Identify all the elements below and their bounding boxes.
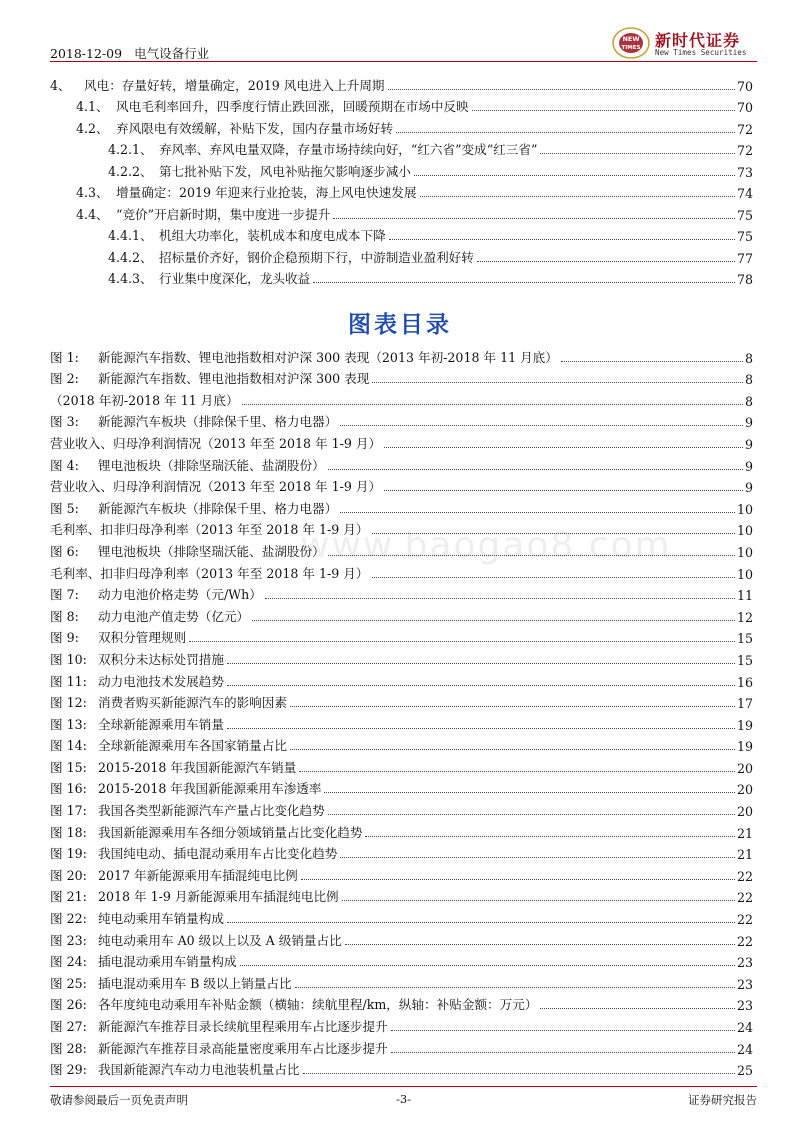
figure-number: 图 7: (50, 587, 79, 603)
dot-leader (240, 965, 735, 966)
figure-number: 图 3: (50, 414, 79, 430)
logo-en-name: New Times Securities (655, 48, 747, 57)
toc-number: 4.4.2、 (108, 249, 153, 265)
figure-title: 新能源汽车指数、锂电池指数相对沪深 300 表现 (98, 371, 370, 387)
figure-number: 图 18: (50, 824, 87, 840)
figure-title: 纯电动乘用车 A0 级以上以及 A 级销量占比 (98, 932, 342, 948)
dot-leader (345, 944, 735, 945)
figure-page: 8 (744, 393, 753, 409)
dot-leader (472, 110, 735, 111)
toc-number: 4.3、 (76, 185, 109, 200)
figure-entry-continuation[interactable] (50, 387, 753, 409)
toc-page: 77 (736, 250, 753, 266)
figure-entry[interactable] (50, 1013, 753, 1035)
figure-number: 图 10: (50, 651, 87, 667)
dot-leader (333, 218, 735, 219)
svg-text:NEW: NEW (622, 35, 640, 43)
figure-page: 22 (736, 912, 753, 928)
figure-title: 锂电池板块（排除坚瑞沃能、盐湖股份） (98, 543, 325, 559)
toc-page: 75 (736, 229, 753, 244)
figure-entry[interactable] (50, 366, 753, 388)
figure-entry[interactable] (50, 495, 753, 517)
figure-page: 23 (736, 976, 753, 992)
toc-page: 73 (736, 164, 753, 180)
figure-title: 营业收入、归母净利润情况（2013 年至 2018 年 1-9 月） (50, 479, 382, 495)
dot-leader (384, 490, 743, 491)
dot-leader (391, 1052, 735, 1053)
dot-leader (290, 749, 735, 750)
figure-page: 17 (736, 696, 753, 712)
toc-page: 72 (736, 121, 753, 137)
figure-page: 11 (736, 588, 753, 604)
dot-leader (391, 1030, 735, 1031)
toc-number: 4.4.3、 (108, 271, 153, 286)
figure-number: 图 9: (50, 630, 79, 646)
logo-cn-name: 新时代证券 (655, 31, 741, 50)
figure-number: 图 11: (50, 673, 87, 689)
figure-title: 消费者购买新能源汽车的影响因素 (98, 695, 287, 711)
figure-title: 毛利率、扣非归母净利率（2013 年至 2018 年 1-9 月） (50, 565, 369, 581)
dot-leader (372, 382, 743, 383)
figure-number: 图 8: (50, 608, 79, 624)
toc-title: 第七批补贴下发，风电补贴拖欠影响逐步减小 (159, 163, 411, 179)
figure-number: 图 27: (50, 1019, 87, 1034)
figure-title: 新能源汽车推荐目录高能量密度乘用车占比逐步提升 (98, 1040, 388, 1056)
figure-number: 图 21: (50, 889, 87, 905)
figure-entry-continuation[interactable] (50, 430, 753, 452)
disclaimer-note: 敬请参阅最后一页免责声明 (50, 1093, 188, 1107)
figure-page: 20 (736, 804, 753, 820)
toc-page: 70 (736, 78, 753, 94)
toc-title: 弃风率、弃风电量双降，存量市场持续向好，“红六省”变成“红三省” (159, 142, 538, 157)
figure-entry[interactable] (50, 797, 753, 819)
figure-number: 图 22: (50, 911, 87, 927)
toc-page: 74 (736, 186, 753, 201)
figure-number: 图 20: (50, 867, 87, 883)
figure-title: 锂电池板块（排除坚瑞沃能、盐湖股份） (98, 457, 325, 473)
page-footer (50, 1086, 757, 1107)
figure-title: 新能源汽车推荐目录长续航里程乘用车占比逐步提升 (98, 1019, 388, 1034)
figure-title: 我国各类型新能源汽车产量占比变化趋势 (98, 803, 325, 819)
toc-number: 4.2.2、 (108, 163, 153, 179)
figure-entry[interactable] (50, 668, 753, 690)
dot-leader (265, 598, 735, 599)
dot-leader (389, 239, 735, 240)
toc-entry[interactable] (50, 158, 753, 180)
figure-page: 24 (736, 1020, 753, 1035)
figure-page: 12 (736, 609, 753, 625)
figure-page: 23 (736, 955, 753, 971)
toc-title: “竞价”开启新时期，集中度进一步提升 (116, 206, 331, 222)
figure-entry[interactable] (50, 927, 753, 949)
dot-leader (189, 641, 735, 642)
toc-page: 75 (736, 207, 753, 223)
header-meta (50, 44, 217, 62)
figure-number: 图 16: (50, 781, 87, 797)
dot-leader (301, 879, 735, 880)
toc-number: 4.4、 (76, 206, 109, 222)
industry-name: 电气设备行业 (134, 46, 210, 61)
toc-title: 招标量价齐好，钢价企稳预期下行，中游制造业盈利好转 (159, 249, 474, 265)
figure-page: 9 (744, 436, 753, 452)
figures-list (50, 344, 753, 1078)
figure-number: 图 12: (50, 695, 87, 711)
figure-page: 9 (744, 458, 753, 474)
dot-leader (340, 425, 743, 426)
figure-entry[interactable] (50, 776, 753, 798)
figure-entry[interactable] (50, 409, 753, 431)
figure-entry[interactable] (50, 711, 753, 733)
figures-list-title: 图表目录 (348, 312, 452, 338)
toc-number: 4.1、 (76, 99, 109, 114)
dot-leader (328, 814, 735, 815)
toc-entry[interactable] (50, 223, 753, 245)
report-type: 证券研究报告 (688, 1093, 757, 1107)
figure-number: 图 26: (50, 997, 87, 1013)
figure-title: 我国新能源乘用车各细分领域销量占比变化趋势 (98, 824, 363, 840)
figure-page: 24 (736, 1041, 753, 1057)
dot-leader (365, 836, 735, 837)
figure-entry[interactable] (50, 538, 753, 560)
figure-entry[interactable] (50, 1057, 753, 1079)
dot-leader (328, 469, 743, 470)
figure-page: 15 (736, 652, 753, 668)
toc-entry[interactable] (50, 137, 753, 159)
figure-page: 19 (736, 717, 753, 733)
figure-page: 9 (744, 415, 753, 431)
figure-title: 纯电动乘用车销量构成 (98, 911, 224, 927)
dot-leader (388, 89, 735, 90)
toc-entry[interactable] (50, 244, 753, 266)
dot-leader (340, 857, 735, 858)
toc-entry[interactable] (50, 94, 753, 116)
figure-page: 22 (736, 890, 753, 906)
figure-entry[interactable] (50, 970, 753, 992)
figure-title: 各年度纯电动乘用车补贴金额（横轴：续航里程/km，纵轴：补贴金额：万元） (98, 997, 538, 1013)
figure-number: 图 24: (50, 954, 87, 970)
figure-page: 25 (736, 1063, 753, 1079)
figure-title: 双积分管理规则 (98, 630, 187, 646)
figure-entry[interactable] (50, 949, 753, 971)
figure-number: 图 2: (50, 371, 79, 387)
figure-page: 10 (736, 523, 753, 539)
toc-page: 78 (736, 272, 753, 287)
dot-leader (227, 922, 735, 923)
figure-title: 插电混动乘用车销量构成 (98, 954, 237, 970)
toc-number: 4.2.1、 (108, 142, 153, 157)
figure-entry[interactable] (50, 646, 753, 668)
figure-title: 动力电池技术发展趋势 (98, 673, 224, 689)
toc-page: 72 (736, 143, 753, 158)
logo-mark-icon (611, 26, 651, 60)
toc-entry[interactable] (50, 115, 753, 137)
figure-entry[interactable] (50, 690, 753, 712)
dot-leader (372, 577, 735, 578)
figure-title: 2018 年 1-9 月新能源乘用车插混纯电比例 (98, 889, 339, 905)
toc-entry[interactable] (50, 180, 753, 202)
figure-title: 新能源汽车指数、锂电池指数相对沪深 300 表现（2013 年初-2018 年 11 月底） (98, 349, 558, 365)
figure-number: 图 5: (50, 500, 79, 516)
figure-entry[interactable] (50, 1035, 753, 1057)
dot-leader (414, 175, 735, 176)
dot-leader (340, 512, 735, 513)
toc-entry[interactable] (50, 201, 753, 223)
figure-number: 图 23: (50, 932, 87, 948)
figure-page: 9 (744, 480, 753, 496)
toc-title: 风电毛利率回升，四季度行情止跌回涨，回暖预期在市场中反映 (116, 99, 469, 114)
figure-title: 毛利率、扣非归母净利率（2013 年至 2018 年 1-9 月） (50, 522, 369, 538)
dot-leader (372, 533, 735, 534)
figure-title: 2015-2018 年我国新能源汽车销量 (98, 759, 297, 775)
figure-page: 8 (744, 350, 753, 366)
figure-title: 双积分未达标处罚措施 (98, 651, 224, 667)
figure-title: 动力电池产值走势（亿元） (98, 608, 250, 624)
dot-leader (540, 1008, 735, 1009)
watermark: www.baogao8.com (300, 525, 672, 566)
figure-number: 图 14: (50, 738, 87, 754)
figure-title: 我国纯电动、插电混动乘用车占比变化趋势 (98, 846, 338, 862)
page-number: -3- (395, 1092, 412, 1106)
figure-title: 插电混动乘用车 B 级以上销量占比 (98, 975, 292, 991)
figure-number: 图 25: (50, 975, 87, 991)
figure-number: 图 29: (50, 1062, 87, 1078)
toc-number: 4、 (50, 77, 71, 93)
figure-entry[interactable] (50, 452, 753, 474)
figure-page: 10 (736, 501, 753, 517)
figure-entry[interactable] (50, 819, 753, 841)
figure-number: 图 13: (50, 716, 87, 732)
figure-page: 10 (736, 544, 753, 560)
toc-number: 4.2、 (76, 120, 109, 136)
dot-leader (295, 987, 735, 988)
figure-entry[interactable] (50, 992, 753, 1014)
dot-leader (227, 728, 735, 729)
toc-entry[interactable] (50, 72, 753, 94)
figure-number: 图 6: (50, 543, 79, 559)
dot-leader (342, 900, 735, 901)
figure-title: 新能源汽车板块（排除保千里、格力电器） (98, 500, 338, 516)
figure-page: 19 (736, 739, 753, 755)
dot-leader (242, 404, 743, 405)
toc-title: 机组大功率化，装机成本和度电成本下降 (159, 228, 386, 243)
toc-title: 风电：存量好转，增量确定，2019 风电进入上升周期 (84, 77, 385, 93)
dot-leader (290, 706, 735, 707)
figure-page: 21 (736, 825, 753, 841)
dot-leader (252, 620, 735, 621)
toc-entry[interactable] (50, 266, 753, 288)
toc-number: 4.4.1、 (108, 228, 153, 243)
figure-title: 全球新能源乘用车各国家销量占比 (98, 738, 287, 754)
figure-page: 22 (736, 868, 753, 884)
figure-entry[interactable] (50, 841, 753, 863)
figure-entry-continuation[interactable] (50, 560, 753, 582)
figure-page: 15 (736, 631, 753, 647)
figure-entry-continuation[interactable] (50, 517, 753, 539)
toc-title: 增量确定：2019 年迎来行业抢装，海上风电快速发展 (116, 185, 417, 200)
figure-number: 图 19: (50, 846, 87, 862)
figure-entry[interactable] (50, 905, 753, 927)
figure-title: 我国新能源汽车动力电池装机量占比 (98, 1062, 300, 1078)
figure-title: 2015-2018 年我国新能源乘用车渗透率 (98, 781, 322, 797)
figure-entry[interactable] (50, 625, 753, 647)
dot-leader (303, 1073, 735, 1074)
figure-entry-continuation[interactable] (50, 474, 753, 496)
figure-entry[interactable] (50, 344, 753, 366)
dot-leader (540, 153, 735, 154)
page-header (50, 0, 757, 62)
figure-number: 图 1: (50, 349, 79, 365)
dot-leader (324, 792, 734, 793)
figure-entry[interactable] (50, 733, 753, 755)
figure-number: 图 28: (50, 1040, 87, 1056)
figure-page: 21 (736, 847, 753, 863)
toc-list (50, 72, 753, 287)
figure-page: 8 (744, 372, 753, 388)
figure-title: 2017 年新能源乘用车插混纯电比例 (98, 867, 298, 883)
figure-entry[interactable] (50, 582, 753, 604)
figure-number: 图 15: (50, 759, 87, 775)
svg-text:TIMES: TIMES (621, 45, 641, 51)
figure-entry[interactable] (50, 884, 753, 906)
figure-title: （2018 年初-2018 年 11 月底） (50, 392, 239, 408)
figure-entry[interactable] (50, 603, 753, 625)
dot-leader (396, 132, 735, 133)
report-date: 2018-12-09 (50, 46, 123, 61)
figure-number: 图 17: (50, 803, 87, 819)
dot-leader (328, 555, 735, 556)
dot-leader (227, 663, 735, 664)
toc-page: 70 (736, 100, 753, 115)
figure-entry[interactable] (50, 862, 753, 884)
dot-leader (420, 196, 735, 197)
figure-number: 图 4: (50, 457, 79, 473)
footer-divider (50, 1086, 757, 1087)
figure-page: 16 (736, 674, 753, 690)
header-divider (50, 61, 757, 62)
figure-title: 新能源汽车板块（排除保千里、格力电器） (98, 414, 338, 430)
company-logo (611, 26, 757, 60)
figure-entry[interactable] (50, 754, 753, 776)
dot-leader (477, 261, 735, 262)
figure-title: 动力电池价格走势（元/Wh） (98, 587, 262, 603)
dot-leader (313, 282, 735, 283)
figure-page: 10 (736, 566, 753, 582)
dot-leader (299, 771, 735, 772)
toc-title: 弃风限电有效缓解，补贴下发，国内存量市场好转 (116, 120, 394, 136)
figure-title: 营业收入、归母净利润情况（2013 年至 2018 年 1-9 月） (50, 435, 382, 451)
figure-page: 22 (736, 933, 753, 949)
toc-title: 行业集中度深化，龙头收益 (159, 271, 311, 286)
figure-page: 20 (736, 760, 753, 776)
figure-page: 23 (736, 998, 753, 1014)
dot-leader (227, 685, 735, 686)
dot-leader (384, 447, 743, 448)
figure-page: 20 (736, 782, 753, 798)
figure-title: 全球新能源乘用车销量 (98, 716, 224, 732)
dot-leader (561, 361, 743, 362)
